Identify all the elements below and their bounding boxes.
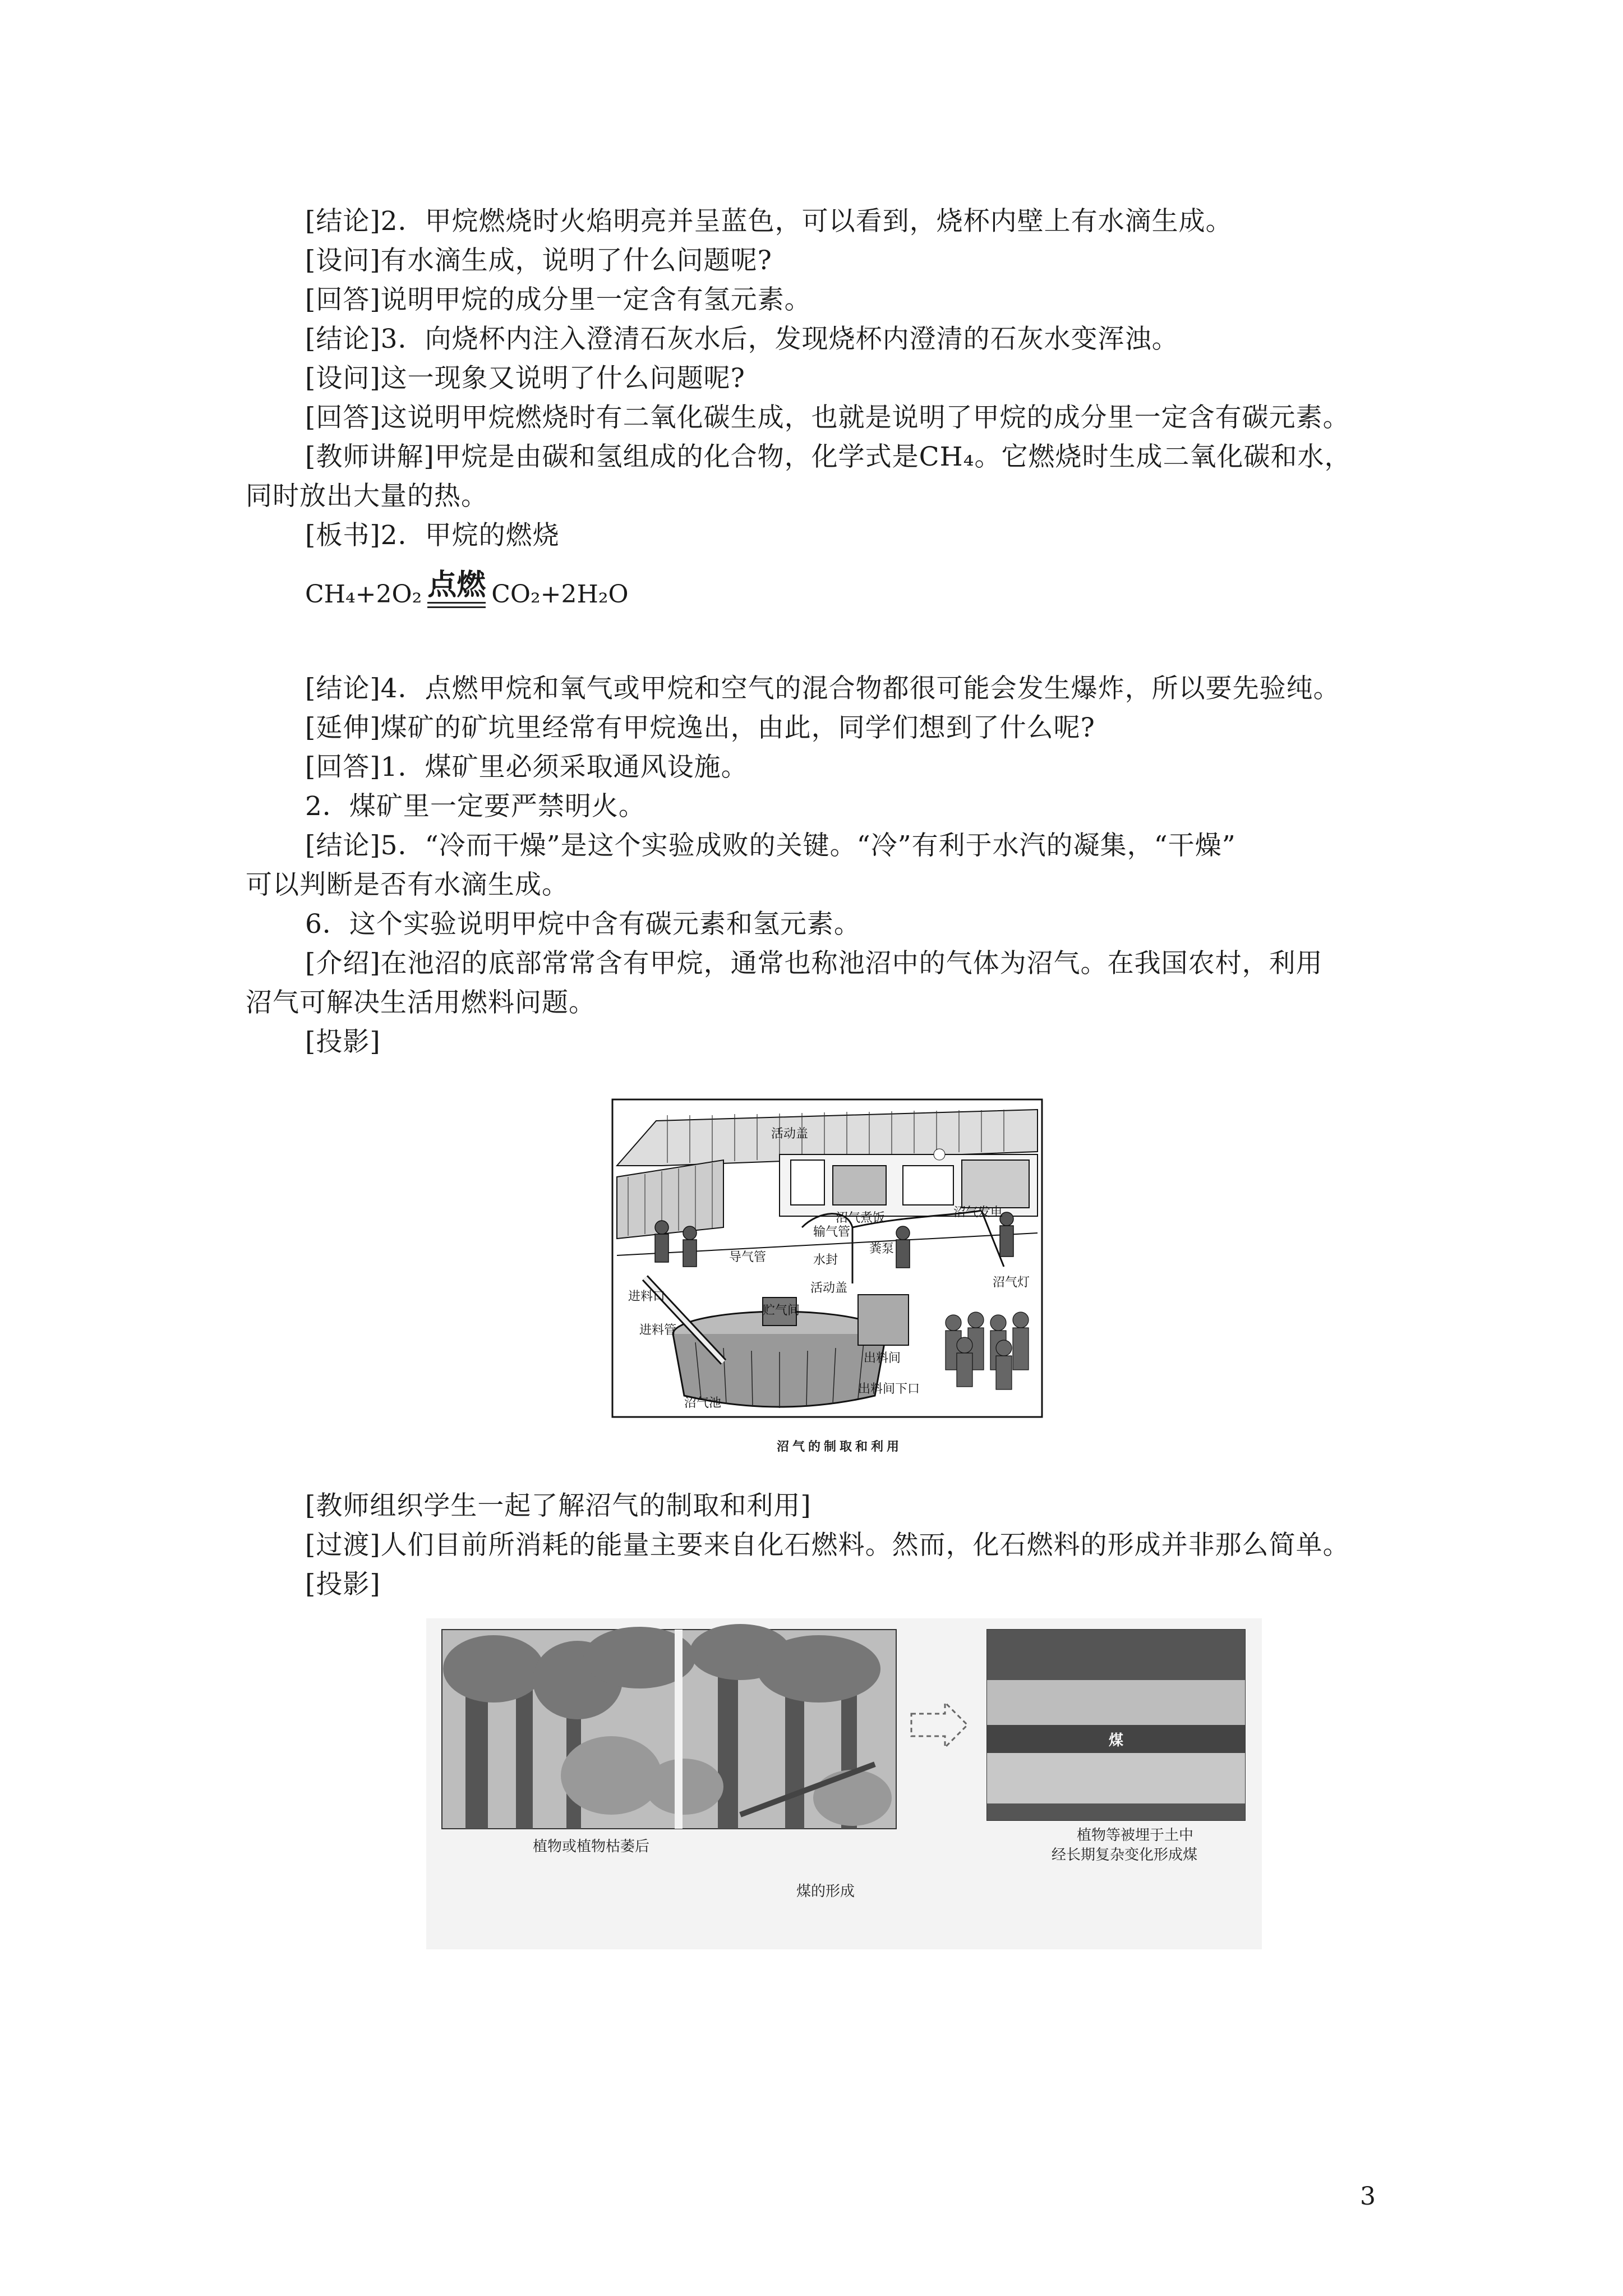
text-line-4: [结论]3．向烧杯内注入澄清石灰水后，发现烧杯内澄清的石灰水变浑浊。	[305, 324, 1179, 355]
label-pump: 粪泵	[869, 1242, 895, 1256]
text-line-2: [设问]有水滴生成，说明了什么问题呢?	[305, 245, 772, 276]
text-line-5: [设问]这一现象又说明了什么问题呢?	[305, 363, 745, 394]
text-line-21: [过渡]人们目前所消耗的能量主要来自化石燃料。然而，化石燃料的形成并非那么简单。	[305, 1530, 1350, 1561]
text-line-9: [板书]2．甲烷的燃烧	[305, 520, 560, 551]
label-inlet-pipe: 进料管	[639, 1323, 677, 1337]
label-outlet-bottom: 出料间下口	[858, 1382, 920, 1396]
label-tank: 沼气池	[684, 1396, 722, 1410]
coal-caption: 煤的形成	[796, 1883, 855, 1900]
page-number: 3	[1360, 2182, 1376, 2211]
label-seal: 水封	[813, 1253, 838, 1267]
label-cooking-gas: 沼气煮饭	[836, 1211, 886, 1225]
text-line-16: 6．这个实验说明甲烷中含有碳元素和氢元素。	[305, 909, 861, 940]
text-line-12: [回答]1．煤矿里必须采取通风设施。	[305, 752, 748, 783]
label-outlet-room: 出料间	[864, 1351, 901, 1365]
coal-formation-figure	[426, 1618, 1262, 1949]
label-gas-room: 贮气间	[763, 1304, 800, 1318]
text-line-15: 可以判断是否有水滴生成。	[246, 869, 569, 900]
equation-right: CO₂+2H₂O	[491, 580, 629, 609]
label-inlet: 进料口	[628, 1290, 666, 1304]
text-line-13: 2．煤矿里一定要严禁明火。	[305, 791, 645, 822]
text-line-20: [教师组织学生一起了解沼气的制取和利用]	[305, 1490, 811, 1521]
biogas-caption: 沼气的制取和利用	[777, 1439, 903, 1454]
biogas-figure	[611, 1098, 1043, 1418]
buried-label-1: 植物等被埋于土中	[1077, 1827, 1194, 1844]
text-line-7: [教师讲解]甲烷是由碳和氢组成的化合物，化学式是CH₄。它燃烧时生成二氧化碳和水，	[305, 441, 1352, 472]
text-line-22: [投影]	[305, 1569, 381, 1600]
coal-label: 煤	[1108, 1732, 1124, 1749]
text-line-10: [结论]4．点燃甲烷和氧气或甲烷和空气的混合物都很可能会发生爆炸，所以要先验纯。	[305, 673, 1340, 704]
plant-wither-label: 植物或植物枯萎后	[533, 1838, 650, 1855]
label-lid: 活动盖	[810, 1281, 848, 1295]
coal-formation-illustration	[426, 1618, 1262, 1949]
label-power: 沼气发电	[953, 1205, 1003, 1220]
text-line-1: [结论]2．甲烷燃烧时火焰明亮并呈蓝色，可以看到，烧杯内壁上有水滴生成。	[305, 206, 1233, 237]
text-line-14: [结论]5．“冷而干燥”是这个实验成败的关键。“冷”有利于水汽的凝集，“干燥”	[305, 830, 1236, 861]
equation-left: CH₄+2O₂	[305, 580, 422, 609]
buried-label-2: 经长期复杂变化形成煤	[1052, 1847, 1198, 1864]
biogas-illustration	[611, 1098, 1043, 1418]
text-line-17: [介绍]在池沼的底部常常含有甲烷，通常也称池沼中的气体为沼气。在我国农村，利用	[305, 948, 1323, 979]
text-line-19: [投影]	[305, 1027, 381, 1057]
text-line-8: 同时放出大量的热。	[246, 481, 488, 512]
label-cooking: 活动盖	[771, 1127, 809, 1141]
text-line-3: [回答]说明甲烷的成分里一定含有氢元素。	[305, 284, 811, 315]
text-line-6: [回答]这说明甲烷燃烧时有二氧化碳生成，也就是说明了甲烷的成分里一定含有碳元素。	[305, 402, 1350, 433]
combustion-equation	[305, 568, 629, 616]
text-line-18: 沼气可解决生活用燃料问题。	[246, 987, 596, 1018]
text-line-11: [延伸]煤矿的矿坑里经常有甲烷逸出，由此，同学们想到了什么呢?	[305, 712, 1095, 743]
label-guide-pipe: 导气管	[729, 1250, 767, 1264]
equation-condition: 点燃	[427, 570, 486, 608]
label-delivery-pipe: 输气管	[813, 1225, 851, 1239]
label-lamp: 沼气灯	[993, 1276, 1030, 1290]
